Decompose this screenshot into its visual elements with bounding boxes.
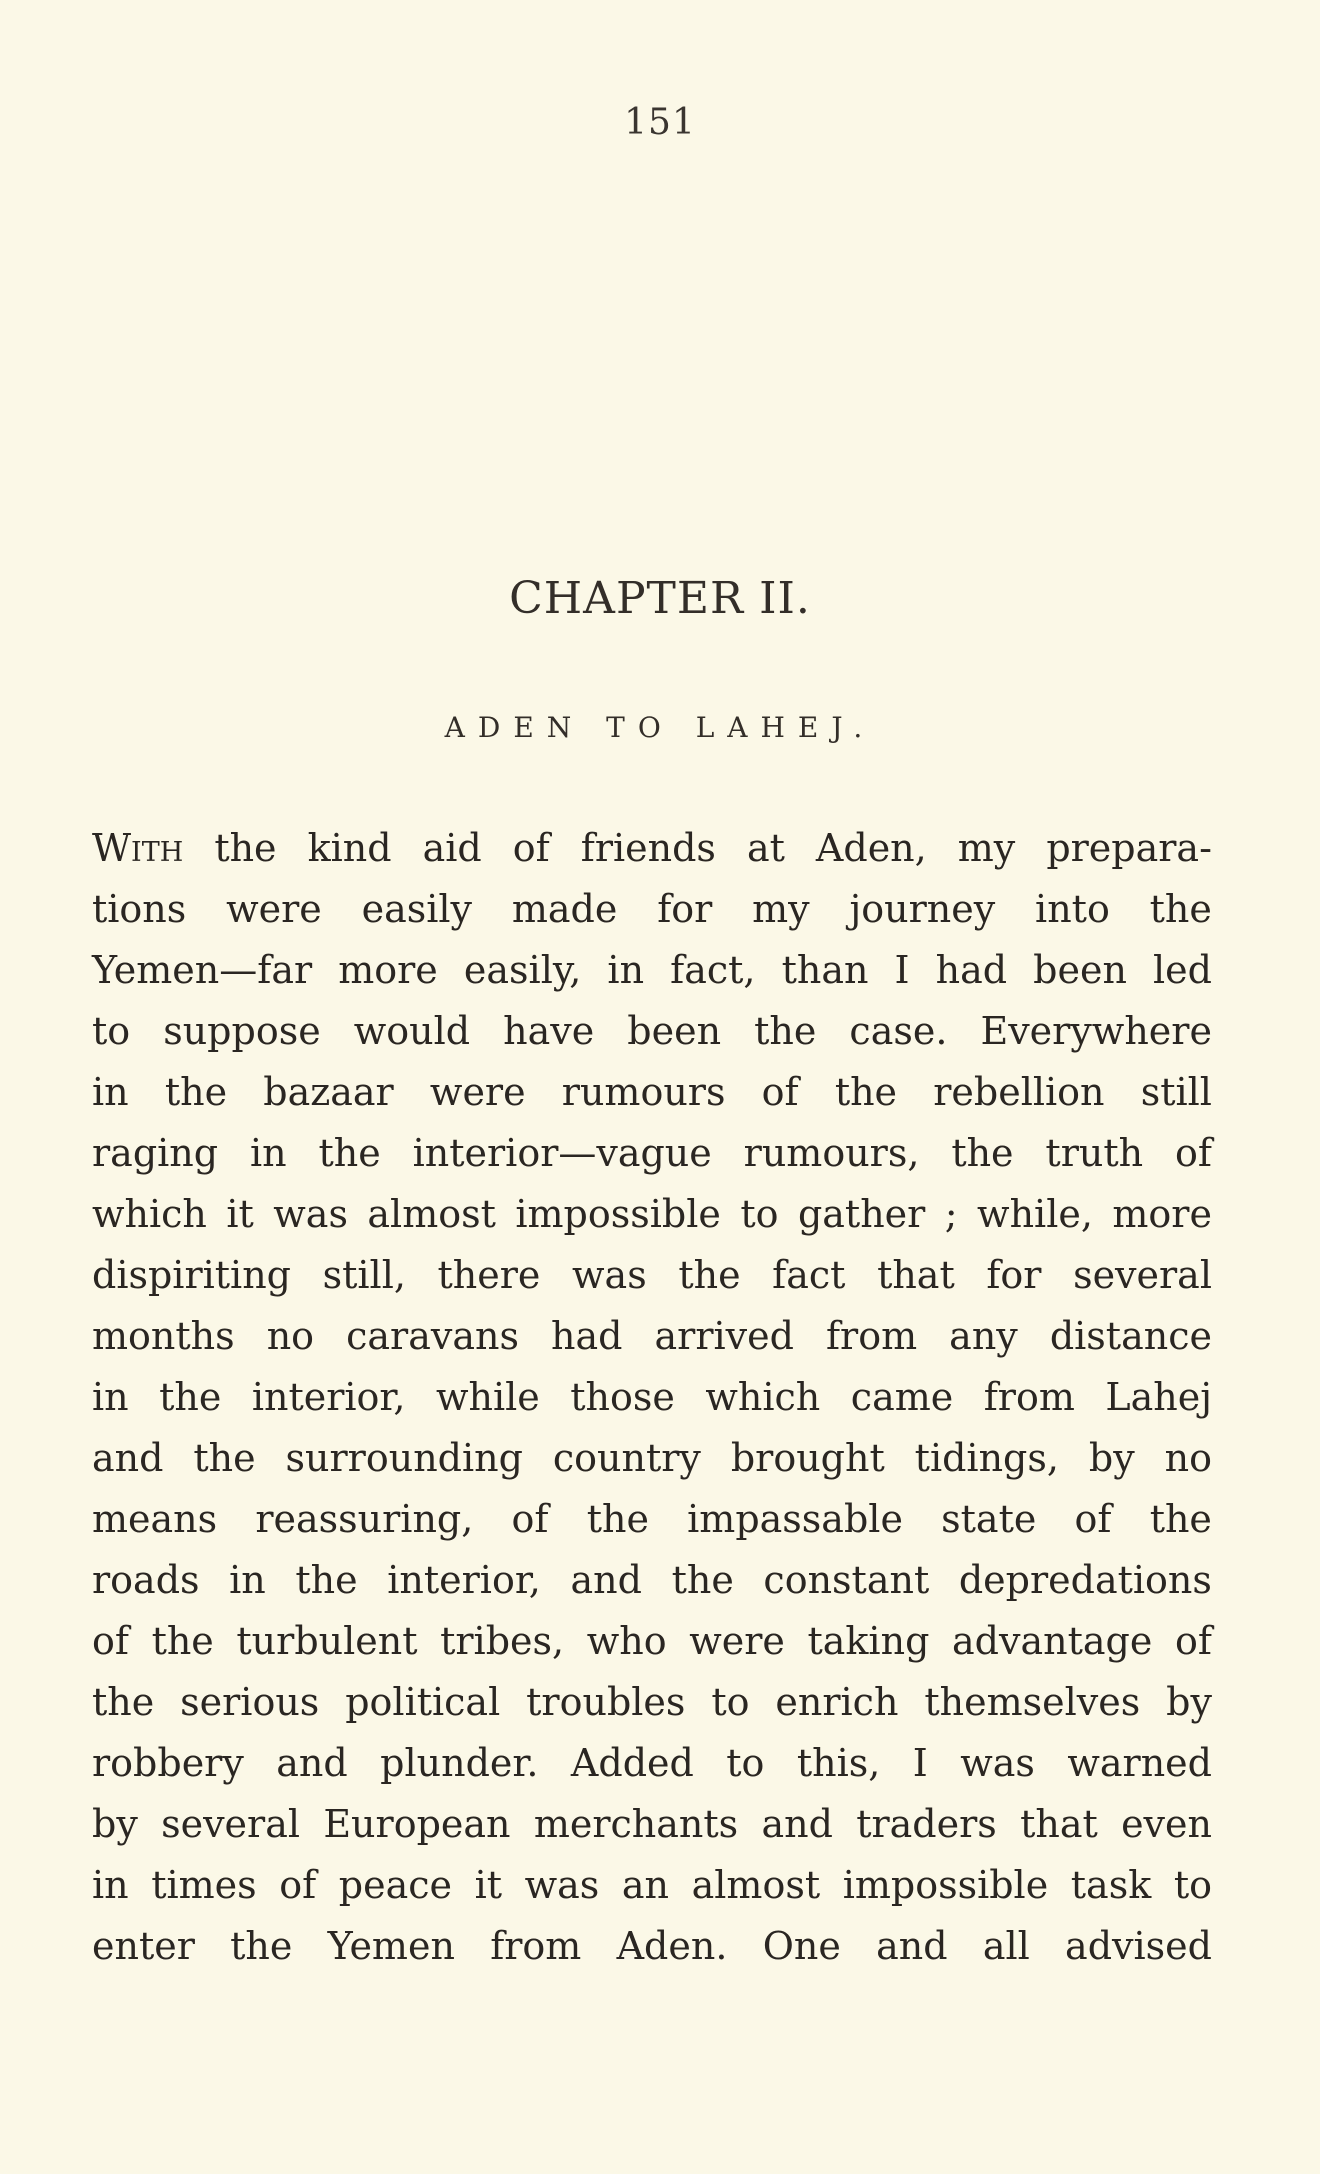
text-line: With the kind aid of friends at Aden, my prepara- (92, 826, 1212, 870)
text-line: and the surrounding country brought tidings, by no (92, 1436, 1212, 1480)
text-line: roads in the interior, and the constant depredations (92, 1558, 1212, 1602)
text-line: in the bazaar were rumours of the rebellion still (92, 1070, 1212, 1114)
text-line: tions were easily made for my journey into the (92, 887, 1212, 931)
text-line: raging in the interior—vague rumours, the truth of (92, 1131, 1212, 1175)
text-line: in the interior, while those which came from Lahej (92, 1375, 1212, 1419)
text-line: months no caravans had arrived from any distance (92, 1314, 1212, 1358)
page-number: 151 (624, 102, 696, 143)
chapter-heading: CHAPTER II. (509, 573, 811, 624)
text-line: enter the Yemen from Aden. One and all advised (92, 1924, 1212, 1968)
text-line: of the turbulent tribes, who were taking advantage of (92, 1619, 1212, 1663)
text-line: in times of peace it was an almost impossible task to (92, 1863, 1212, 1907)
text-line: means reassuring, of the impassable state of the (92, 1497, 1212, 1541)
body-paragraph (92, 818, 1212, 1977)
text-line: by several European merchants and traders that even (92, 1802, 1212, 1846)
text-line: the serious political troubles to enrich themselves by (92, 1680, 1212, 1724)
text-line: dispiriting still, there was the fact that for several (92, 1253, 1212, 1297)
text-line: to suppose would have been the case. Everywhere (92, 1009, 1212, 1053)
text-line: which it was almost impossible to gather ; while, more (92, 1192, 1212, 1236)
text-line: Yemen—far more easily, in fact, than I had been led (92, 948, 1212, 992)
chapter-title: ADEN TO LAHEJ. (444, 711, 876, 744)
text-line: robbery and plunder. Added to this, I was warned (92, 1741, 1212, 1785)
